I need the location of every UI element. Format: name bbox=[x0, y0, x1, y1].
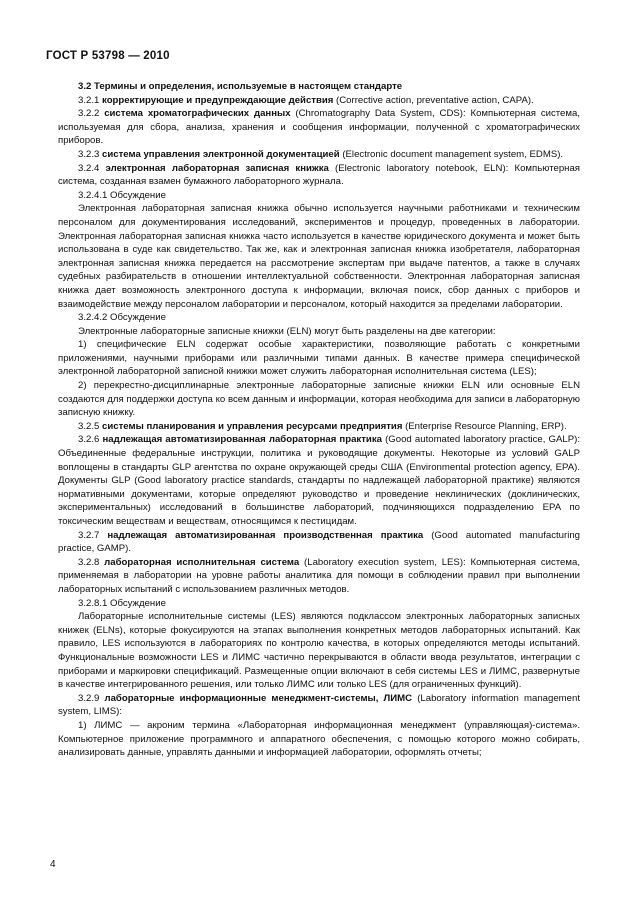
definition-paragraph bbox=[58, 107, 580, 148]
paragraph: 3.2.4.1 Обсуждение bbox=[78, 189, 166, 201]
definition-number: 3.2.1 bbox=[78, 94, 100, 106]
definition-text: (Enterprise Resource Planning, ERP). bbox=[402, 420, 567, 432]
definition-paragraph bbox=[58, 94, 580, 108]
definition-paragraph bbox=[58, 529, 580, 556]
definition-paragraph bbox=[58, 433, 580, 528]
definition-text: (Corrective action, preventative action, CAPA). bbox=[333, 94, 534, 106]
definition-text: (Laboratory execution system, LES): Компьютерная система, применяемая в лаборатории на уровне работы аналитика для помощи в соблюдении правил при выполнении лабораторных испытаний с использованием различных методов. bbox=[58, 556, 580, 595]
definition-paragraph bbox=[58, 162, 580, 189]
definition-paragraph bbox=[58, 692, 580, 719]
paragraph: 2) перекрестно-дисциплинарные электронные лабораторные записные книжки ELN или основные ELN создаются для поддержки доступа ко всем данным и информации, которая необходима для записи в лабораторную записную книжку. bbox=[58, 380, 580, 419]
definition-term: система хроматографических данных bbox=[104, 108, 291, 120]
definition-number: 3.2.4 bbox=[78, 162, 100, 174]
definition-term: корректирующие и предупреждающие действия bbox=[102, 94, 334, 106]
definition-term: системы планирования и управления ресурсами предприятия bbox=[102, 420, 403, 432]
definition-number: 3.2.8 bbox=[78, 556, 100, 568]
definition-term: лабораторная исполнительная система bbox=[104, 556, 300, 568]
page-number: 4 bbox=[50, 859, 56, 870]
definition-term: надлежащая автоматизированная производственная практика bbox=[107, 529, 424, 541]
definition-number: 3.2.9 bbox=[78, 692, 100, 704]
definition-paragraph bbox=[58, 420, 580, 434]
definition-term: электронная лабораторная записная книжка bbox=[105, 162, 329, 174]
definition-paragraph bbox=[58, 148, 580, 162]
document-header: ГОСТ Р 53798 — 2010 bbox=[46, 50, 170, 62]
paragraph: 1) специфические ELN содержат особые характеристики, позволяющие работать с конкретными приложениями, научными приборами или различными типами данных. В качестве примера специфической электронной лабораторной записной книжки может служить лабораторная исполнительная система (LES); bbox=[58, 339, 580, 378]
paragraph: 3.2.8.1 Обсуждение bbox=[78, 597, 166, 609]
definition-number: 3.2.7 bbox=[78, 529, 100, 541]
document-body bbox=[58, 80, 580, 760]
definition-term: надлежащая автоматизированная лабораторная практика bbox=[102, 434, 382, 446]
definition-term: лабораторные информационные менеджмент-системы, ЛИМС bbox=[104, 692, 413, 704]
definition-text: (Electronic document management system, EDMS). bbox=[339, 148, 564, 160]
definition-text: (Good automated laboratory practice, GALP): Объединенные федеральные инструкции, политика и руководящие документы. Некоторые из условий GALP воплощены в стандарты GLP агентства по охране окружающей среды США (Environmental protection agency, EPA). Документы GLP (Good laboratory practice standards, стандарты по надлежащей лабораторной практике) являются нормативными документами, которые определяют руководство и проведение неклинических (доклинических, экспериментальных) исследований в большинстве лабораторий, подчиняющихся подразделению EPA по токсическим веществам и веществам, относящимся к пестицидам. bbox=[58, 434, 580, 527]
definition-text: (Electronic laboratory notebook, ELN): Компьютерная система, созданная взамен бумажного лабораторного журнала. bbox=[58, 162, 580, 188]
definition-paragraph bbox=[58, 556, 580, 597]
paragraph: Электронная лабораторная записная книжка обычно используется научными работниками и техническим персоналом для документирования исследований, экспериментов и процедур, проведенных в лаборатории. Электронная лабораторная записная книжка часто используется в качестве юридического документа и может быть использована в суде как свидетельство. Так же, как и электронная записная книжка изобретателя, лабораторная электронная записная книжка передается на рассмотрение экспертам при выдаче патентов, а также в случаях судебных разбирательств в отношении интеллектуальной собственности. Электронная лабораторная записная книжка дает возможность электронного доступа к информации, включая поиск, сбор данных с приборов и взаимодействие между персоналом лаборатории и персоналом, который находится за пределами лаборатории. bbox=[58, 203, 580, 310]
section-title: 3.2 Термины и определения, используемые в настоящем стандарте bbox=[78, 81, 403, 92]
definition-text: (Good automated manufacturing practice, GAMP). bbox=[58, 529, 580, 555]
definition-text: (Laboratory information management system, LIMS): bbox=[58, 692, 580, 718]
definition-number: 3.2.3 bbox=[78, 148, 100, 160]
definition-number: 3.2.2 bbox=[78, 108, 100, 120]
paragraph: Лабораторные исполнительные системы (LES) являются подклассом электронных лабораторных записных книжек (ELNs), которые фокусируются на этапах выполнения конкретных методов лабораторных испытаний. Как правило, LES используются в лабораториях по контролю качества, в которых определяются методы испытаний. Функциональные возможности LES и ЛИМС частично перекрываются в области ввода результатов, интеграции с приборами и маркировки спецификаций. Размещенные опции включают в себя системы LES и ЛИМС, развернутые в качестве интегрированного решения, или только ЛИМС или только LES (для ограниченных функций). bbox=[58, 611, 580, 691]
definition-number: 3.2.6 bbox=[78, 434, 100, 446]
definition-text: (Chromatography Data System, CDS): Компьютерная система, используемая для сбора, анализа, хранения и сообщения информации, полученной с хроматографических приборов. bbox=[58, 108, 580, 147]
definition-number: 3.2.5 bbox=[78, 420, 100, 432]
paragraph: Электронные лабораторные записные книжки (ELN) могут быть разделены на две категории: bbox=[78, 325, 496, 337]
paragraph: 3.2.4.2 Обсуждение bbox=[78, 312, 166, 324]
paragraph: 1) ЛИМС — акроним термина «Лабораторная информационная менеджмент (управляющая)-система». Компьютерное приложение программного и аппаратного обеспечения, с помощью которого можно собирать, анализировать данные, управлять данными и информацией лаборатории, оформлять отчеты; bbox=[58, 719, 580, 759]
definition-term: система управления электронной документацией bbox=[102, 148, 340, 160]
